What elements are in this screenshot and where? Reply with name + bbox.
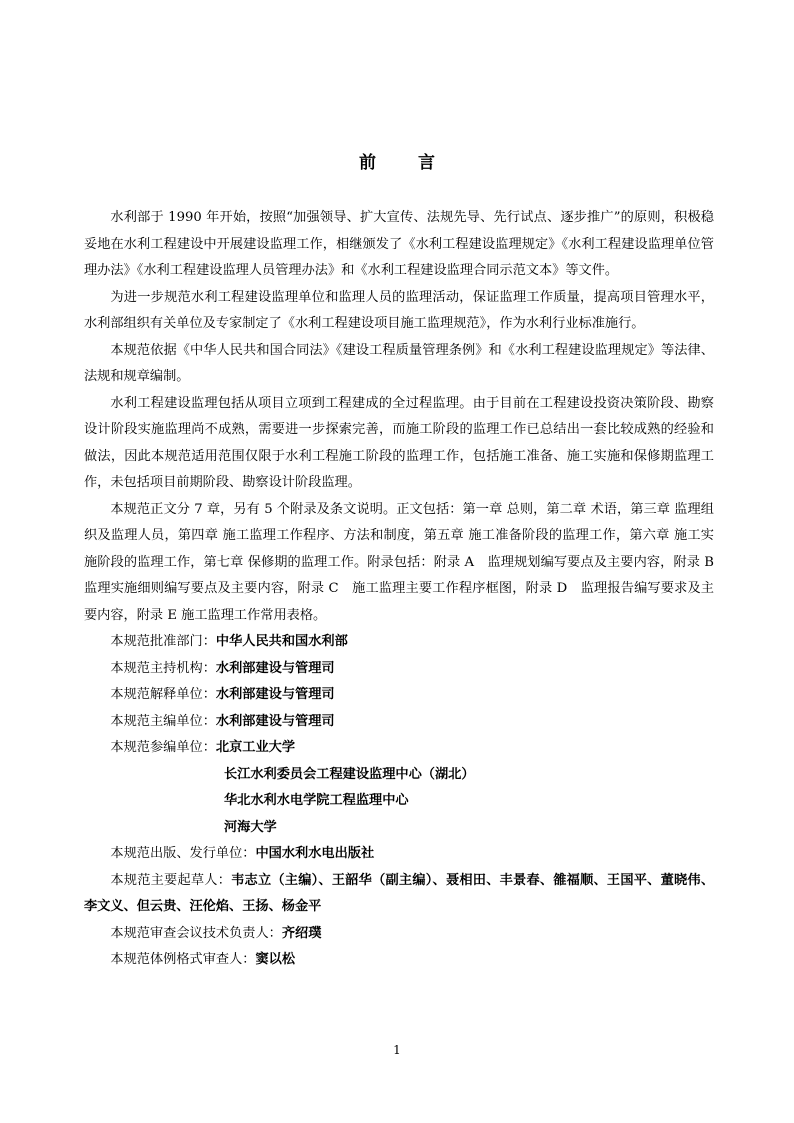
preface-body [84, 205, 728, 974]
approval-label: 本规范批准部门： [110, 634, 216, 649]
paragraph-4: 水利工程建设监理包括从项目立项到工程建成的全过程监理。由于目前在工程建设投资决策阶段、勘察设计阶段实施监理尚不成熟，需要进一步探索完善，而施工阶段的监理工作已总结出一套比较成熟的经验和做法，因此本规范适用范围仅限于水利工程施工阶段的监理工作，包括施工准备、施工实施和保修期监理工作，未包括项目前期阶段、勘察设计阶段监理。 [84, 395, 714, 490]
format-reviewer-label: 本规范体例格式审查人： [110, 952, 256, 967]
paragraph-3: 本规范依据《中华人民共和国合同法》《建设工程质量管理条例》和《水利工程建设监理规定》等法律、法规和规章编制。 [84, 342, 714, 384]
paragraph-2: 为进一步规范水利工程建设监理单位和监理人员的监理活动，保证监理工作质量，提高项目管理水平，水利部组织有关单位及专家制定了《水利工程建设项目施工监理规范》，作为水利行业标准施行。 [84, 289, 714, 331]
co-editor-4: 河海大学 [224, 819, 277, 835]
co-editor-1: 北京工业大学 [215, 740, 296, 755]
co-editor-2: 长江水利委员会工程建设监理中心（湖北） [224, 766, 475, 782]
co-editor-line-3 [84, 788, 714, 815]
host-line [84, 656, 714, 683]
drafters-label: 本规范主要起草人： [110, 872, 232, 888]
interpret-label: 本规范解释单位： [110, 687, 216, 702]
format-reviewer-line [84, 947, 714, 974]
tech-lead-line [84, 921, 714, 948]
chief-editor-value: 水利部建设与管理司 [215, 713, 335, 729]
co-editors-label: 本规范参编单位： [110, 740, 216, 755]
chief-editor-line [84, 709, 714, 736]
co-editors-line [84, 735, 714, 762]
page-title: 前 言 [359, 153, 453, 173]
tech-lead-value: 齐绍璞 [281, 925, 322, 941]
co-editor-3: 华北水利水电学院工程监理中心 [224, 793, 409, 808]
drafters-value: 韦志立（主编）、王韶华（副主编）、聂相田、丰景春、雒福顺、王国平、董晓伟、李文义、但云贵、汪伦焰、王扬、杨金平 [84, 872, 715, 914]
approval-line [84, 629, 714, 656]
host-label: 本规范主持机构： [110, 660, 216, 676]
interpret-value: 水利部建设与管理司 [215, 687, 335, 702]
format-reviewer-value: 窦以松 [255, 952, 296, 967]
page-number: 1 [393, 1043, 401, 1057]
approval-value: 中华人民共和国水利部 [215, 634, 348, 649]
co-editor-line-2 [84, 762, 714, 789]
host-value: 水利部建设与管理司 [215, 660, 335, 676]
tech-lead-label: 本规范审查会议技术负责人： [110, 925, 282, 941]
interpret-line [84, 682, 714, 709]
publisher-label: 本规范出版、发行单位： [110, 846, 256, 861]
co-editor-line-4 [84, 815, 714, 842]
paragraph-1: 水利部于 1990 年开始，按照“加强领导、扩大宣传、法规先导、先行试点、逐步推广”的原则，积极稳妥地在水利工程建设中开展建设监理工作，相继颁发了《水利工程建设监理规定》《水利工程建设监理单位管理办法》《水利工程建设监理人员管理办法》和《水利工程建设监理合同示范文本》等文件。 [84, 210, 714, 278]
chief-editor-label: 本规范主编单位： [110, 713, 216, 729]
publisher-line [84, 841, 714, 868]
publisher-value: 中国水利水电出版社 [255, 846, 375, 861]
paragraph-5: 本规范正文分 7 章，另有 5 个附录及条文说明。正文包括：第一章 总则，第二章 术语，第三章 监理组织及监理人员，第四章 施工监理工作程序、方法和制度，第五章 施工准备阶段的监理工作，第六章 施工实施阶段的监理工作，第七章 保修期的监理工作。附录包括：附录 A 监理规划编写要点及主要内容，附录 B 监理实施细则编写要点及主要内容，附录 C 施工监理主要工作程序框图，附录 D 监理报告编写要求及主要内容，附录 E 施工监理工作常用表格。 [84, 501, 728, 623]
drafters-line [84, 868, 714, 921]
